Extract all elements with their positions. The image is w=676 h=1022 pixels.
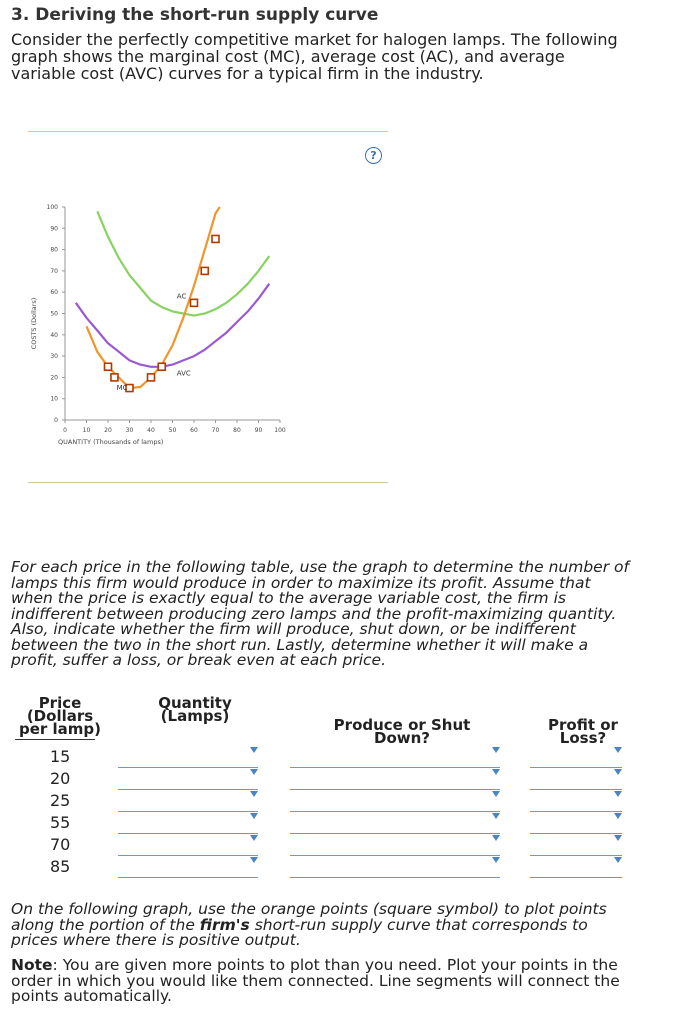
- chevron-down-icon: [250, 835, 258, 841]
- quantity-dropdown[interactable]: [118, 745, 258, 768]
- curve-label: AC: [176, 292, 187, 301]
- price-cell: 25: [50, 791, 71, 810]
- y-tick-label: 70: [50, 267, 58, 275]
- y-tick-label: 10: [50, 395, 58, 403]
- x-tick-label: 30: [125, 427, 134, 434]
- chevron-down-icon: [614, 747, 622, 753]
- orange-square-point: [212, 235, 219, 242]
- orange-square-point: [158, 363, 165, 370]
- plot-note: Note: You are given more points to plot than you need. Plot your points in the order in which you would like them connected. Line segments will connect the points automatically.: [11, 956, 620, 1005]
- chevron-down-icon: [614, 857, 622, 863]
- x-tick-label: 90: [254, 427, 263, 434]
- chevron-down-icon: [614, 791, 622, 797]
- y-tick-label: 0: [54, 417, 58, 424]
- chevron-down-icon: [614, 769, 622, 775]
- table-instructions: For each price in the following table, use the graph to determine the number of lamps this firm would produce in order to maximize its profit. Assume that when the price is exactly equal to the average variable cost, the firm is indifferent between producing zero lamps and the profit-maximizing quantity. Also, indicate whether the firm will produce, shut down, or be indifferent between the two in the short run. Lastly, determine whether it will make a profit, suffer a loss, or break even at each price.: [11, 558, 629, 669]
- x-tick-label: 100: [274, 427, 286, 434]
- orange-square-point: [201, 267, 208, 274]
- graph-top-divider: [28, 131, 388, 132]
- produce-column-header: Produce or Shut Down?: [333, 716, 471, 747]
- chevron-down-icon: [492, 813, 500, 819]
- profit-loss-dropdown[interactable]: [530, 789, 622, 812]
- graph-bottom-divider: [28, 482, 388, 483]
- price-column-header: Price (Dollars per lamp): [18, 694, 102, 738]
- price-cell: 70: [50, 835, 71, 854]
- orange-square-point: [191, 299, 198, 306]
- table-header-rule: [15, 739, 95, 740]
- x-tick-label: 20: [104, 427, 112, 434]
- profit-loss-dropdown[interactable]: [530, 833, 622, 856]
- chevron-down-icon: [614, 813, 622, 819]
- question-heading: 3. Deriving the short-run supply curve: [11, 5, 379, 25]
- produce-shutdown-dropdown[interactable]: [290, 767, 500, 790]
- cost-curves-chart: [20, 190, 320, 460]
- y-tick-label: 50: [50, 310, 58, 318]
- profit-loss-dropdown[interactable]: [530, 767, 622, 790]
- price-cell: 85: [50, 857, 71, 876]
- orange-square-point: [105, 363, 112, 370]
- produce-shutdown-dropdown[interactable]: [290, 811, 500, 834]
- y-tick-label: 80: [50, 246, 58, 254]
- quantity-dropdown[interactable]: [118, 855, 258, 878]
- price-cell: 55: [50, 813, 71, 832]
- plot-instruction: On the following graph, use the orange points (square symbol) to plot points along the portion of the firm's short-run supply curve that corresponds to prices where there is positive output.: [11, 900, 607, 949]
- x-tick-label: 0: [63, 427, 67, 434]
- chevron-down-icon: [250, 813, 258, 819]
- x-axis-label: QUANTITY (Thousands of lamps): [58, 438, 164, 446]
- y-axis-label: COSTS (Dollars): [30, 297, 38, 350]
- chevron-down-icon: [492, 857, 500, 863]
- profit-loss-dropdown[interactable]: [530, 745, 622, 768]
- x-tick-label: 70: [211, 427, 220, 434]
- avc-curve: [76, 284, 269, 367]
- profit-loss-dropdown[interactable]: [530, 811, 622, 834]
- y-tick-label: 40: [50, 331, 58, 339]
- x-tick-label: 60: [190, 427, 198, 434]
- chevron-down-icon: [492, 791, 500, 797]
- chevron-down-icon: [492, 835, 500, 841]
- y-tick-label: 60: [50, 289, 58, 297]
- y-tick-label: 90: [50, 225, 58, 233]
- orange-square-point: [111, 374, 118, 381]
- quantity-column-header: Quantity (Lamps): [158, 694, 232, 725]
- quantity-dropdown[interactable]: [118, 833, 258, 856]
- curve-label: AVC: [176, 369, 191, 378]
- orange-square-point: [148, 374, 155, 381]
- produce-shutdown-dropdown[interactable]: [290, 855, 500, 878]
- price-cell: 20: [50, 769, 71, 788]
- chevron-down-icon: [250, 857, 258, 863]
- produce-shutdown-dropdown[interactable]: [290, 789, 500, 812]
- chevron-down-icon: [614, 835, 622, 841]
- x-tick-label: 80: [233, 427, 241, 434]
- x-tick-label: 40: [147, 427, 155, 434]
- price-cell: 15: [50, 747, 71, 766]
- produce-shutdown-dropdown[interactable]: [290, 833, 500, 856]
- help-icon[interactable]: ?: [365, 147, 382, 164]
- x-tick-label: 50: [168, 427, 177, 434]
- question-intro: Consider the perfectly competitive market for halogen lamps. The following graph shows the marginal cost (MC), average cost (AC), and average variable cost (AVC) curves for a typical firm in the industry.: [11, 30, 618, 83]
- y-tick-label: 20: [50, 374, 58, 382]
- x-tick-label: 10: [82, 427, 91, 434]
- quantity-dropdown[interactable]: [118, 811, 258, 834]
- chevron-down-icon: [492, 747, 500, 753]
- profit-loss-dropdown[interactable]: [530, 855, 622, 878]
- chevron-down-icon: [250, 769, 258, 775]
- curve-label: MC: [116, 384, 128, 393]
- chevron-down-icon: [492, 769, 500, 775]
- profit-column-header: Profit or Loss?: [548, 716, 618, 747]
- y-tick-label: 30: [50, 353, 58, 361]
- quantity-dropdown[interactable]: [118, 789, 258, 812]
- produce-shutdown-dropdown[interactable]: [290, 745, 500, 768]
- quantity-dropdown[interactable]: [118, 767, 258, 790]
- chevron-down-icon: [250, 747, 258, 753]
- y-tick-label: 100: [46, 204, 58, 211]
- chevron-down-icon: [250, 791, 258, 797]
